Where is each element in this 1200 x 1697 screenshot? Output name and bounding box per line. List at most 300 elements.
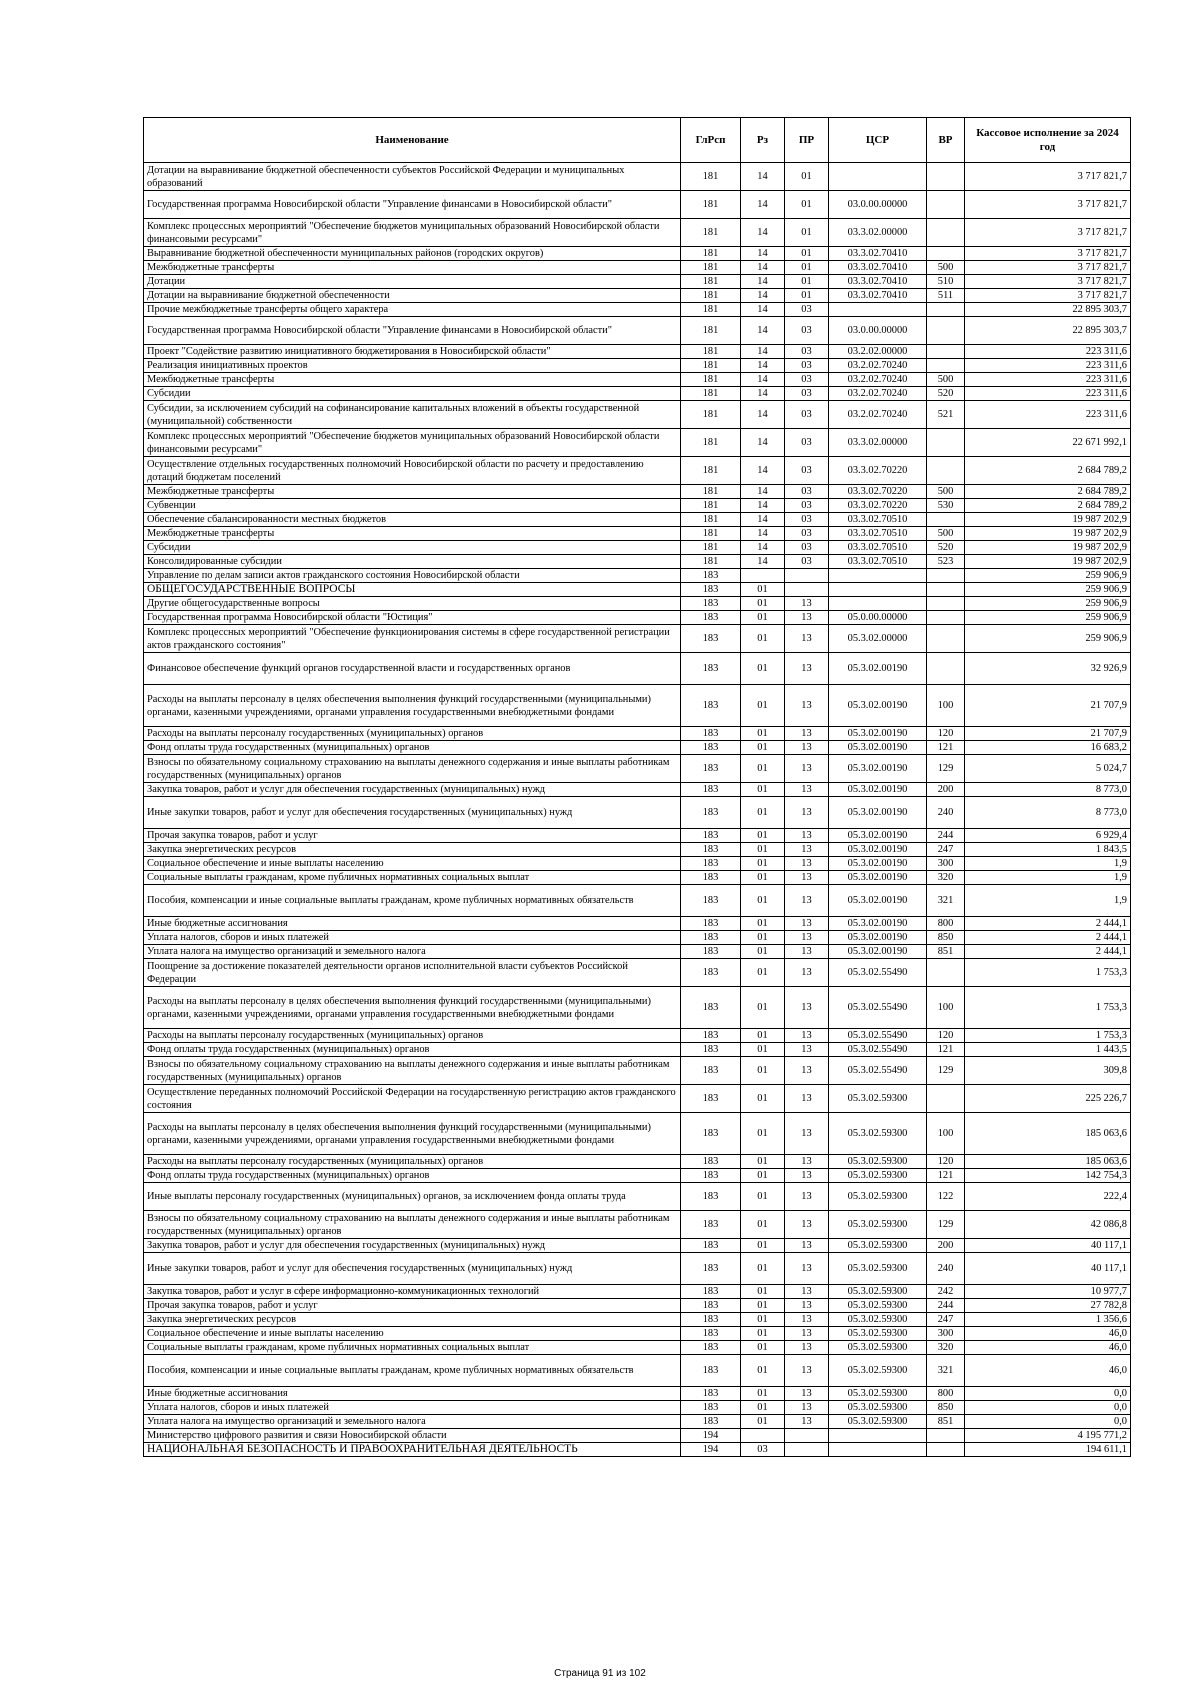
- cell-name: Закупка товаров, работ и услуг для обеспечения государственных (муниципальных) нужд: [144, 1239, 681, 1253]
- cell-csr: 03.3.02.70220: [829, 457, 927, 485]
- table-row: [144, 485, 1131, 499]
- table-row: [144, 1085, 1131, 1113]
- cell-glrsp: 181: [681, 317, 741, 345]
- cell-name: Взносы по обязательному социальному страхованию на выплаты денежного содержания и иные выплаты работникам государственных (муниципальных) органов: [144, 755, 681, 783]
- cell-csr: 05.3.02.00190: [829, 829, 927, 843]
- cell-name: Дотации на выравнивание бюджетной обеспеченности: [144, 289, 681, 303]
- cell-vr: [927, 317, 965, 345]
- table-row: [144, 527, 1131, 541]
- table-row: [144, 1029, 1131, 1043]
- cell-glrsp: 181: [681, 219, 741, 247]
- cell-glrsp: 181: [681, 513, 741, 527]
- cell-glrsp: 183: [681, 1085, 741, 1113]
- cell-name: НАЦИОНАЛЬНАЯ БЕЗОПАСНОСТЬ И ПРАВООХРАНИТЕЛЬНАЯ ДЕЯТЕЛЬНОСТЬ: [144, 1443, 681, 1457]
- cell-glrsp: 183: [681, 1239, 741, 1253]
- cell-name: Комплекс процессных мероприятий "Обеспечение функционирования системы в сфере государственной регистрации актов гражданского состояния": [144, 625, 681, 653]
- cell-value: 2 444,1: [965, 945, 1131, 959]
- cell-rz: 01: [741, 959, 785, 987]
- cell-pr: 03: [785, 387, 829, 401]
- cell-name: Фонд оплаты труда государственных (муниципальных) органов: [144, 1169, 681, 1183]
- cell-name: Иные закупки товаров, работ и услуг для обеспечения государственных (муниципальных) нужд: [144, 797, 681, 829]
- cell-pr: 03: [785, 373, 829, 387]
- cell-rz: 14: [741, 555, 785, 569]
- cell-rz: 01: [741, 741, 785, 755]
- cell-name: Комплекс процессных мероприятий "Обеспечение бюджетов муниципальных образований Новосибирской области финансовыми ресурсами": [144, 429, 681, 457]
- cell-csr: 05.3.02.59300: [829, 1169, 927, 1183]
- cell-value: 3 717 821,7: [965, 261, 1131, 275]
- cell-glrsp: 183: [681, 885, 741, 917]
- cell-name: Фонд оплаты труда государственных (муниципальных) органов: [144, 1043, 681, 1057]
- cell-pr: 13: [785, 1057, 829, 1085]
- cell-glrsp: 183: [681, 755, 741, 783]
- table-row: [144, 727, 1131, 741]
- table-row: [144, 401, 1131, 429]
- cell-glrsp: 183: [681, 1253, 741, 1285]
- cell-name: Реализация инициативных проектов: [144, 359, 681, 373]
- cell-vr: [927, 219, 965, 247]
- cell-glrsp: 183: [681, 829, 741, 843]
- cell-rz: 14: [741, 513, 785, 527]
- cell-pr: 03: [785, 485, 829, 499]
- table-row: [144, 1313, 1131, 1327]
- cell-vr: [927, 569, 965, 583]
- cell-value: 16 683,2: [965, 741, 1131, 755]
- cell-value: 1 356,6: [965, 1313, 1131, 1327]
- cell-value: 1 443,5: [965, 1043, 1131, 1057]
- cell-glrsp: 183: [681, 1155, 741, 1169]
- cell-value: 5 024,7: [965, 755, 1131, 783]
- cell-csr: 05.3.02.59300: [829, 1327, 927, 1341]
- cell-pr: 03: [785, 429, 829, 457]
- cell-vr: [927, 359, 965, 373]
- cell-name: Дотации: [144, 275, 681, 289]
- table-row: [144, 1341, 1131, 1355]
- cell-pr: 01: [785, 191, 829, 219]
- cell-csr: 05.3.02.59300: [829, 1285, 927, 1299]
- cell-glrsp: 183: [681, 685, 741, 727]
- cell-pr: 13: [785, 1211, 829, 1239]
- cell-vr: [927, 513, 965, 527]
- cell-name: Прочая закупка товаров, работ и услуг: [144, 829, 681, 843]
- cell-pr: 03: [785, 555, 829, 569]
- cell-value: 32 926,9: [965, 653, 1131, 685]
- cell-csr: 05.3.02.55490: [829, 1029, 927, 1043]
- cell-glrsp: 183: [681, 931, 741, 945]
- cell-value: 0,0: [965, 1387, 1131, 1401]
- cell-glrsp: 183: [681, 597, 741, 611]
- table-row: [144, 1401, 1131, 1415]
- cell-csr: 05.3.02.00190: [829, 727, 927, 741]
- cell-csr: 03.2.02.70240: [829, 387, 927, 401]
- cell-vr: 320: [927, 871, 965, 885]
- cell-pr: 13: [785, 1401, 829, 1415]
- cell-pr: 13: [785, 727, 829, 741]
- cell-rz: 14: [741, 457, 785, 485]
- table-row: [144, 1299, 1131, 1313]
- cell-pr: 13: [785, 1285, 829, 1299]
- cell-csr: 03.3.02.70410: [829, 275, 927, 289]
- cell-vr: 300: [927, 1327, 965, 1341]
- cell-vr: 129: [927, 755, 965, 783]
- cell-pr: 13: [785, 1169, 829, 1183]
- cell-rz: 03: [741, 1443, 785, 1457]
- table-row: [144, 429, 1131, 457]
- cell-pr: 13: [785, 1313, 829, 1327]
- table-row: [144, 755, 1131, 783]
- cell-value: 21 707,9: [965, 685, 1131, 727]
- cell-csr: 03.3.02.00000: [829, 219, 927, 247]
- cell-csr: 05.3.02.59300: [829, 1155, 927, 1169]
- cell-rz: 14: [741, 401, 785, 429]
- cell-rz: 14: [741, 499, 785, 513]
- cell-vr: 800: [927, 917, 965, 931]
- cell-glrsp: 183: [681, 611, 741, 625]
- cell-name: Закупка товаров, работ и услуг в сфере информационно-коммуникационных технологий: [144, 1285, 681, 1299]
- cell-rz: 01: [741, 727, 785, 741]
- cell-glrsp: 181: [681, 261, 741, 275]
- cell-name: Пособия, компенсации и иные социальные выплаты гражданам, кроме публичных нормативных обязательств: [144, 885, 681, 917]
- cell-value: 3 717 821,7: [965, 247, 1131, 261]
- cell-rz: 01: [741, 1183, 785, 1211]
- cell-name: Межбюджетные трансферты: [144, 261, 681, 275]
- cell-name: Закупка энергетических ресурсов: [144, 843, 681, 857]
- cell-glrsp: 183: [681, 1113, 741, 1155]
- cell-rz: 01: [741, 1239, 785, 1253]
- cell-pr: 13: [785, 783, 829, 797]
- cell-vr: [927, 429, 965, 457]
- cell-rz: 01: [741, 931, 785, 945]
- cell-value: 259 906,9: [965, 569, 1131, 583]
- cell-value: 185 063,6: [965, 1155, 1131, 1169]
- cell-csr: 05.3.02.59300: [829, 1113, 927, 1155]
- table-row: [144, 783, 1131, 797]
- cell-vr: 520: [927, 541, 965, 555]
- cell-vr: 510: [927, 275, 965, 289]
- cell-csr: 03.3.02.70510: [829, 555, 927, 569]
- cell-vr: 523: [927, 555, 965, 569]
- cell-glrsp: 183: [681, 1327, 741, 1341]
- cell-value: 2 684 789,2: [965, 485, 1131, 499]
- table-row: [144, 1327, 1131, 1341]
- cell-name: Комплекс процессных мероприятий "Обеспечение бюджетов муниципальных образований Новосибирской области финансовыми ресурсами": [144, 219, 681, 247]
- cell-csr: 05.3.02.59300: [829, 1387, 927, 1401]
- cell-value: 222,4: [965, 1183, 1131, 1211]
- cell-value: 22 895 303,7: [965, 303, 1131, 317]
- cell-rz: 01: [741, 987, 785, 1029]
- cell-csr: 03.3.02.70410: [829, 261, 927, 275]
- cell-name: Прочая закупка товаров, работ и услуг: [144, 1299, 681, 1313]
- cell-vr: 500: [927, 373, 965, 387]
- cell-value: 0,0: [965, 1415, 1131, 1429]
- table-row: [144, 275, 1131, 289]
- cell-value: 223 311,6: [965, 345, 1131, 359]
- cell-value: 2 444,1: [965, 917, 1131, 931]
- cell-vr: 244: [927, 829, 965, 843]
- table-row: [144, 289, 1131, 303]
- cell-csr: 05.0.00.00000: [829, 611, 927, 625]
- cell-rz: 01: [741, 1057, 785, 1085]
- cell-glrsp: 181: [681, 457, 741, 485]
- cell-pr: [785, 1429, 829, 1443]
- cell-vr: 244: [927, 1299, 965, 1313]
- table-row: [144, 829, 1131, 843]
- cell-rz: 14: [741, 261, 785, 275]
- cell-pr: 01: [785, 289, 829, 303]
- table-row: [144, 359, 1131, 373]
- cell-value: 3 717 821,7: [965, 289, 1131, 303]
- cell-name: Расходы на выплаты персоналу в целях обеспечения выполнения функций государственными (муниципальными) органами, казенными учреждениями, органами управления государственными внебюджетными фондами: [144, 1113, 681, 1155]
- cell-value: 6 929,4: [965, 829, 1131, 843]
- cell-pr: 13: [785, 871, 829, 885]
- cell-vr: [927, 163, 965, 191]
- cell-vr: 521: [927, 401, 965, 429]
- cell-glrsp: 181: [681, 345, 741, 359]
- cell-vr: 500: [927, 261, 965, 275]
- table-row: [144, 317, 1131, 345]
- cell-vr: 511: [927, 289, 965, 303]
- table-row: [144, 1211, 1131, 1239]
- cell-csr: 05.3.02.55490: [829, 959, 927, 987]
- cell-pr: 13: [785, 885, 829, 917]
- table-row: [144, 917, 1131, 931]
- cell-glrsp: 183: [681, 1211, 741, 1239]
- cell-rz: 01: [741, 829, 785, 843]
- cell-vr: 129: [927, 1211, 965, 1239]
- cell-csr: 05.3.02.59300: [829, 1085, 927, 1113]
- cell-value: 2 684 789,2: [965, 499, 1131, 513]
- cell-csr: 03.2.02.70240: [829, 359, 927, 373]
- cell-value: 21 707,9: [965, 727, 1131, 741]
- cell-vr: [927, 625, 965, 653]
- cell-glrsp: 181: [681, 303, 741, 317]
- cell-rz: 14: [741, 191, 785, 219]
- cell-rz: 14: [741, 485, 785, 499]
- cell-rz: 01: [741, 1415, 785, 1429]
- cell-csr: 05.3.02.55490: [829, 1057, 927, 1085]
- cell-csr: 05.3.02.59300: [829, 1183, 927, 1211]
- cell-pr: 13: [785, 685, 829, 727]
- cell-glrsp: 183: [681, 797, 741, 829]
- cell-csr: 03.3.02.70220: [829, 485, 927, 499]
- cell-glrsp: 181: [681, 163, 741, 191]
- cell-name: Межбюджетные трансферты: [144, 485, 681, 499]
- cell-rz: 14: [741, 163, 785, 191]
- cell-pr: 03: [785, 457, 829, 485]
- cell-glrsp: 183: [681, 1401, 741, 1415]
- cell-name: Прочие межбюджетные трансферты общего характера: [144, 303, 681, 317]
- table-row: [144, 1155, 1131, 1169]
- cell-csr: [829, 569, 927, 583]
- cell-glrsp: 183: [681, 1169, 741, 1183]
- cell-name: Осуществление отдельных государственных полномочий Новосибирской области по расчету и предоставлению дотаций бюджетам поселений: [144, 457, 681, 485]
- cell-value: 3 717 821,7: [965, 219, 1131, 247]
- cell-pr: [785, 569, 829, 583]
- cell-pr: 03: [785, 513, 829, 527]
- cell-vr: 850: [927, 1401, 965, 1415]
- table-row: [144, 499, 1131, 513]
- cell-glrsp: 183: [681, 1299, 741, 1313]
- cell-name: Расходы на выплаты персоналу государственных (муниципальных) органов: [144, 727, 681, 741]
- cell-pr: 13: [785, 1239, 829, 1253]
- table-row: [144, 843, 1131, 857]
- cell-pr: 03: [785, 345, 829, 359]
- cell-glrsp: 183: [681, 1285, 741, 1299]
- cell-vr: [927, 611, 965, 625]
- cell-pr: 01: [785, 261, 829, 275]
- cell-vr: 520: [927, 387, 965, 401]
- cell-value: 1,9: [965, 857, 1131, 871]
- cell-glrsp: 183: [681, 959, 741, 987]
- cell-value: 1 843,5: [965, 843, 1131, 857]
- cell-csr: 05.3.02.00190: [829, 755, 927, 783]
- cell-vr: 300: [927, 857, 965, 871]
- cell-pr: 03: [785, 317, 829, 345]
- table-row: [144, 1285, 1131, 1299]
- cell-glrsp: 181: [681, 247, 741, 261]
- cell-vr: 100: [927, 685, 965, 727]
- cell-vr: 240: [927, 1253, 965, 1285]
- cell-value: 46,0: [965, 1327, 1131, 1341]
- cell-value: 8 773,0: [965, 783, 1131, 797]
- cell-csr: [829, 1443, 927, 1457]
- table-row: [144, 569, 1131, 583]
- cell-csr: 05.3.02.59300: [829, 1313, 927, 1327]
- cell-rz: 01: [741, 1327, 785, 1341]
- cell-csr: 05.3.02.00190: [829, 871, 927, 885]
- cell-pr: 13: [785, 741, 829, 755]
- cell-rz: 14: [741, 429, 785, 457]
- cell-vr: 240: [927, 797, 965, 829]
- cell-glrsp: 183: [681, 1341, 741, 1355]
- cell-glrsp: 181: [681, 541, 741, 555]
- table-row: [144, 625, 1131, 653]
- cell-name: Взносы по обязательному социальному страхованию на выплаты денежного содержания и иные выплаты работникам государственных (муниципальных) органов: [144, 1211, 681, 1239]
- cell-vr: 200: [927, 783, 965, 797]
- cell-value: 1 753,3: [965, 959, 1131, 987]
- cell-value: 223 311,6: [965, 359, 1131, 373]
- cell-rz: 14: [741, 303, 785, 317]
- cell-csr: 03.3.02.70510: [829, 541, 927, 555]
- cell-csr: 03.3.02.70220: [829, 499, 927, 513]
- cell-rz: 01: [741, 597, 785, 611]
- cell-value: 259 906,9: [965, 583, 1131, 597]
- cell-name: Межбюджетные трансферты: [144, 527, 681, 541]
- cell-value: 259 906,9: [965, 597, 1131, 611]
- cell-vr: 120: [927, 727, 965, 741]
- cell-vr: [927, 1085, 965, 1113]
- table-row: [144, 1043, 1131, 1057]
- cell-rz: 01: [741, 1253, 785, 1285]
- cell-rz: 14: [741, 373, 785, 387]
- cell-csr: 05.3.02.00190: [829, 797, 927, 829]
- table-row: [144, 597, 1131, 611]
- cell-csr: 03.0.00.00000: [829, 191, 927, 219]
- cell-name: Управление по делам записи актов гражданского состояния Новосибирской области: [144, 569, 681, 583]
- cell-glrsp: 194: [681, 1429, 741, 1443]
- cell-csr: 05.3.02.55490: [829, 1043, 927, 1057]
- cell-rz: 01: [741, 1387, 785, 1401]
- cell-pr: 03: [785, 527, 829, 541]
- cell-pr: 13: [785, 917, 829, 931]
- cell-value: 27 782,8: [965, 1299, 1131, 1313]
- cell-pr: 13: [785, 1355, 829, 1387]
- cell-name: Иные бюджетные ассигнования: [144, 917, 681, 931]
- cell-vr: 120: [927, 1155, 965, 1169]
- cell-rz: 01: [741, 945, 785, 959]
- cell-vr: 851: [927, 945, 965, 959]
- cell-csr: 05.3.02.00190: [829, 885, 927, 917]
- cell-csr: 05.3.02.00190: [829, 945, 927, 959]
- cell-pr: 13: [785, 857, 829, 871]
- cell-csr: 03.3.02.70410: [829, 247, 927, 261]
- cell-glrsp: 181: [681, 499, 741, 513]
- cell-pr: 03: [785, 499, 829, 513]
- cell-glrsp: 181: [681, 359, 741, 373]
- cell-value: 223 311,6: [965, 387, 1131, 401]
- table-row: [144, 541, 1131, 555]
- cell-rz: 14: [741, 275, 785, 289]
- cell-value: 4 195 771,2: [965, 1429, 1131, 1443]
- header-vr: ВР: [927, 118, 965, 163]
- cell-rz: 01: [741, 1029, 785, 1043]
- table-row: [144, 959, 1131, 987]
- cell-rz: 01: [741, 1043, 785, 1057]
- cell-csr: [829, 303, 927, 317]
- cell-name: Уплата налогов, сборов и иных платежей: [144, 1401, 681, 1415]
- cell-name: Осуществление переданных полномочий Российской Федерации на государственную регистрацию актов гражданского состояния: [144, 1085, 681, 1113]
- cell-name: Расходы на выплаты персоналу государственных (муниципальных) органов: [144, 1029, 681, 1043]
- cell-name: Уплата налогов, сборов и иных платежей: [144, 931, 681, 945]
- cell-value: 19 987 202,9: [965, 555, 1131, 569]
- cell-glrsp: 194: [681, 1443, 741, 1457]
- cell-glrsp: 183: [681, 1029, 741, 1043]
- cell-rz: 01: [741, 1085, 785, 1113]
- cell-value: 46,0: [965, 1341, 1131, 1355]
- cell-name: Государственная программа Новосибирской области "Управление финансами в Новосибирской области": [144, 317, 681, 345]
- cell-rz: 01: [741, 1155, 785, 1169]
- cell-csr: [829, 1429, 927, 1443]
- cell-vr: [927, 1429, 965, 1443]
- cell-name: Обеспечение сбалансированности местных бюджетов: [144, 513, 681, 527]
- cell-vr: [927, 583, 965, 597]
- cell-rz: 14: [741, 317, 785, 345]
- cell-pr: 13: [785, 1253, 829, 1285]
- cell-glrsp: 181: [681, 289, 741, 303]
- cell-rz: 01: [741, 917, 785, 931]
- table-row: [144, 1429, 1131, 1443]
- cell-pr: 13: [785, 653, 829, 685]
- table-row: [144, 685, 1131, 727]
- cell-glrsp: 181: [681, 387, 741, 401]
- cell-rz: 01: [741, 857, 785, 871]
- cell-glrsp: 181: [681, 373, 741, 387]
- cell-csr: 05.3.02.55490: [829, 987, 927, 1029]
- cell-csr: 05.3.02.59300: [829, 1253, 927, 1285]
- cell-csr: [829, 163, 927, 191]
- table-row: [144, 611, 1131, 625]
- cell-pr: 01: [785, 219, 829, 247]
- cell-value: 2 684 789,2: [965, 457, 1131, 485]
- cell-name: Расходы на выплаты персоналу государственных (муниципальных) органов: [144, 1155, 681, 1169]
- cell-vr: 321: [927, 885, 965, 917]
- header-glrsp: ГлРсп: [681, 118, 741, 163]
- cell-glrsp: 181: [681, 275, 741, 289]
- cell-csr: 05.3.02.00190: [829, 783, 927, 797]
- cell-name: Иные закупки товаров, работ и услуг для обеспечения государственных (муниципальных) нужд: [144, 1253, 681, 1285]
- cell-vr: [927, 597, 965, 611]
- cell-glrsp: 183: [681, 783, 741, 797]
- cell-value: 223 311,6: [965, 401, 1131, 429]
